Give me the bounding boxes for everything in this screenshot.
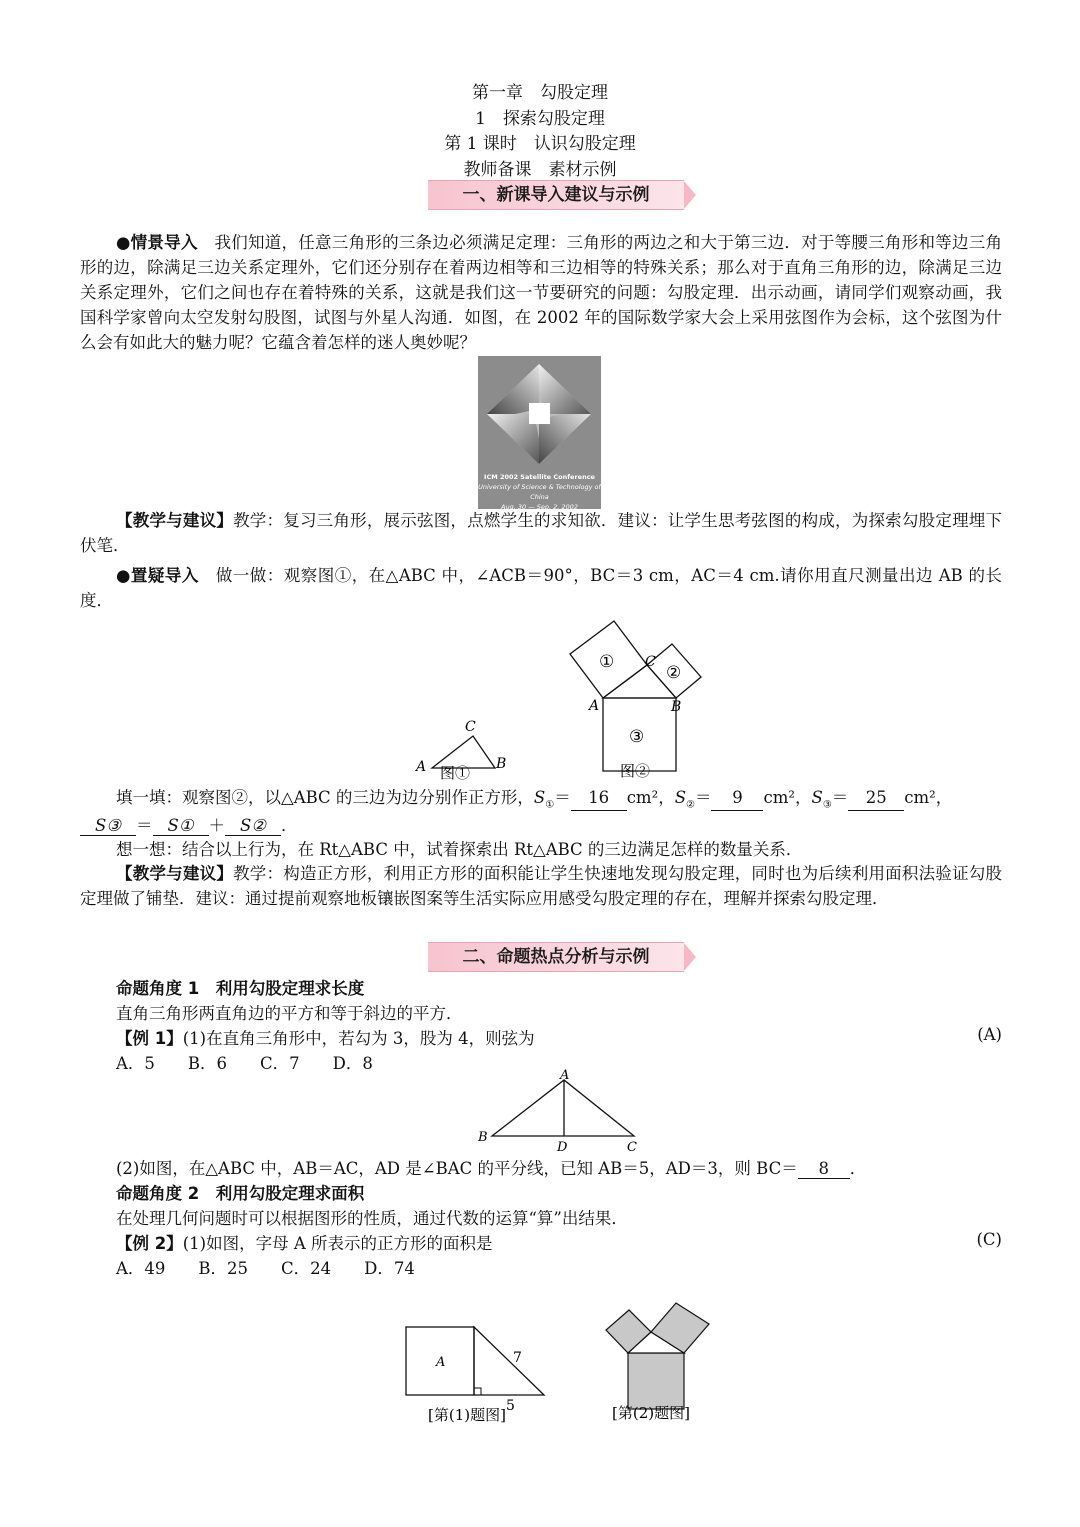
section-banner-two: 二、命题热点分析与示例 — [428, 942, 684, 972]
fig2-square-2: ② — [666, 663, 682, 683]
fig2-square-3: ③ — [629, 727, 645, 747]
ex1-label: 【例 1】 — [116, 1029, 183, 1048]
fig1-label-a: A — [416, 759, 427, 775]
fig1-caption: 图① — [440, 764, 471, 782]
s1-unit: cm² — [626, 788, 659, 807]
ex2-options: A．49 B．25 C．24 D．74 — [116, 1259, 415, 1278]
example1-part2 — [116, 1155, 866, 1179]
intro-label: ●情景导入 — [116, 233, 198, 252]
q1-label-a: A — [436, 1355, 446, 1370]
section-title: 1 探索勾股定理 — [475, 109, 605, 129]
s2-value: 9 — [711, 785, 763, 811]
ex1-part2-text: (2)如图，在△ABC 中，AB＝AC，AD 是∠BAC 的平分线，已知 AB＝5，AD＝3，则 BC＝ — [116, 1159, 798, 1178]
tri-label-c: C — [627, 1140, 637, 1155]
ex2-text: (1)如图，字母 A 所表示的正方形的面积是 — [182, 1234, 493, 1253]
lesson-title: 第 1 课时 认识勾股定理 — [444, 134, 636, 154]
relation-s2: S② — [225, 816, 281, 836]
tip1-label: 【教学与建议】 — [116, 511, 234, 530]
fill-text: 填一填：观察图②，以△ABC 的三边为边分别作正方形， — [116, 788, 534, 807]
angle2-desc: 在处理几何问题时可以根据图形的性质，通过代数的运算“算”出结果． — [116, 1209, 628, 1228]
ex1-part2-value: 8 — [798, 1159, 850, 1179]
ex2-label: 【例 2】 — [116, 1234, 183, 1253]
tri-label-a: A — [560, 1068, 570, 1083]
s1-value: 16 — [571, 785, 627, 811]
s2-unit: cm² — [763, 788, 795, 807]
figure-1-triangle — [410, 712, 520, 784]
doubt-text: 做一做：观察图①，在△ABC 中，∠ACB＝90°，BC＝3 cm，AC＝4 cm.请你用直尺测量出边 AB 的长度． — [80, 566, 1002, 610]
logo-caption-line2: University of Science & Technology of China — [478, 483, 601, 501]
intro-paragraph — [80, 230, 1002, 355]
area-relation-line: S③ ＝ S① ＋ S② ． — [80, 812, 298, 836]
fig2-label-c: C — [645, 654, 656, 670]
teaching-tip-2 — [80, 861, 1002, 911]
s2-sub: ② — [686, 799, 695, 811]
question-2-figure — [596, 1300, 726, 1430]
material-title: 教师备课 素材示例 — [463, 160, 617, 180]
section-banner-one: 一、新课导入建议与示例 — [428, 180, 684, 210]
icm-logo-image — [478, 356, 601, 509]
doubt-label: ●置疑导入 — [116, 566, 199, 585]
tri-label-d: D — [557, 1140, 568, 1155]
q2-caption: [第(2)题图] — [612, 1404, 690, 1422]
ex2-answer: (C) — [976, 1230, 1002, 1249]
doubt-intro-paragraph — [80, 563, 1002, 613]
example2-question — [116, 1230, 493, 1254]
s3-unit: cm² — [904, 788, 936, 807]
ex1-answer: (A) — [977, 1025, 1002, 1044]
teaching-tip-1 — [80, 508, 1002, 558]
think-line: 想一想：结合以上行为，在 Rt△ABC 中，试着探索出 Rt△ABC 的三边满足怎样的数量关系． — [116, 840, 803, 859]
angle2-title: 命题角度 2 利用勾股定理求面积 — [116, 1184, 365, 1203]
tri-label-b: B — [478, 1130, 488, 1145]
relation-s1: S① — [153, 816, 209, 836]
question-1-figure — [400, 1320, 560, 1430]
string-diagram-logo — [478, 356, 601, 472]
intro-text: 我们知道，任意三角形的三条边必须满足定理：三角形的两边之和大于第三边．对于等腰三角形和等边三角形的边，除满足三边关系定理外，它们还分别存在着两边相等和三边相等的特殊关系；那么对于直角三角形的边，除满足三边关系定理外，它们之间也存在着特殊的关系，这就是我们这一节要研究的问题：勾股定理．出示动画，请同学们观察动画，我国科学家曾向太空发射勾股图，试图与外星人沟通．如图，在 2002 年的国际数学家大会上采用弦图作为会标，这个弦图为什么会有如此大的魅力呢？它蕴含着怎样的迷人奥妙呢？ — [80, 233, 1003, 352]
ex1-part2-end: ． — [849, 1159, 867, 1178]
tip2-text: 教学：构造正方形，利用正方形的面积能让学生快速地发现勾股定理，同时也为后续利用面积法验证勾股定理做了铺垫．建议：通过提前观察地板镶嵌图案等生活实际应用感受勾股定理的存在，理解并探索勾股定理． — [80, 864, 1003, 908]
s3-value: 25 — [848, 785, 904, 811]
angle1-desc: 直角三角形两直角边的平方和等于斜边的平方． — [116, 1004, 463, 1023]
fig2-square-1: ① — [599, 652, 615, 672]
s1-label: S — [533, 788, 546, 807]
s3-label: S — [811, 788, 823, 807]
isosceles-triangle-figure — [474, 1066, 654, 1156]
fig1-label-b: B — [496, 756, 507, 772]
logo-caption-line1: ICM 2002 Satellite Conference — [484, 473, 595, 481]
tip1-text: 教学：复习三角形，展示弦图，点燃学生的求知欲．建议：让学生思考弦图的构成，为探索勾股定理埋下伏笔． — [80, 511, 1003, 555]
fig1-label-c: C — [465, 719, 476, 735]
s2-label: S — [674, 788, 687, 807]
figure-2-squares — [565, 610, 705, 786]
chapter-title: 第一章 勾股定理 — [472, 83, 608, 103]
q1-caption: [第(1)题图] — [428, 1406, 506, 1424]
tip2-label: 【教学与建议】 — [116, 864, 234, 883]
logo-caption — [478, 472, 601, 512]
example1-question — [116, 1025, 535, 1049]
fig2-label-a: A — [589, 698, 600, 714]
fill-in-paragraph: 填一填：观察图②，以△ABC 的三边为边分别作正方形，$S_①= 16$ cm²，$S_②= 9$ cm²，$S_③= 25$ cm²， — [116, 785, 1006, 817]
fig2-label-b: B — [671, 699, 682, 715]
s3-sub: ③ — [822, 799, 832, 811]
q1-label-7: 7 — [513, 1350, 522, 1366]
angle1-title: 命题角度 1 利用勾股定理求长度 — [116, 979, 365, 998]
ex1-text: (1)在直角三角形中，若勾为 3，股为 4，则弦为 — [182, 1029, 535, 1048]
logo-caption-line3: Aug. 30 — Sep. 2, 2002 — [501, 503, 578, 511]
q1-label-5: 5 — [506, 1398, 515, 1414]
ex1-options: A．5 B．6 C．7 D．8 — [116, 1054, 373, 1073]
relation-s3: S③ — [80, 816, 136, 836]
fig2-caption: 图② — [620, 762, 651, 780]
s1-sub: ① — [545, 799, 555, 811]
